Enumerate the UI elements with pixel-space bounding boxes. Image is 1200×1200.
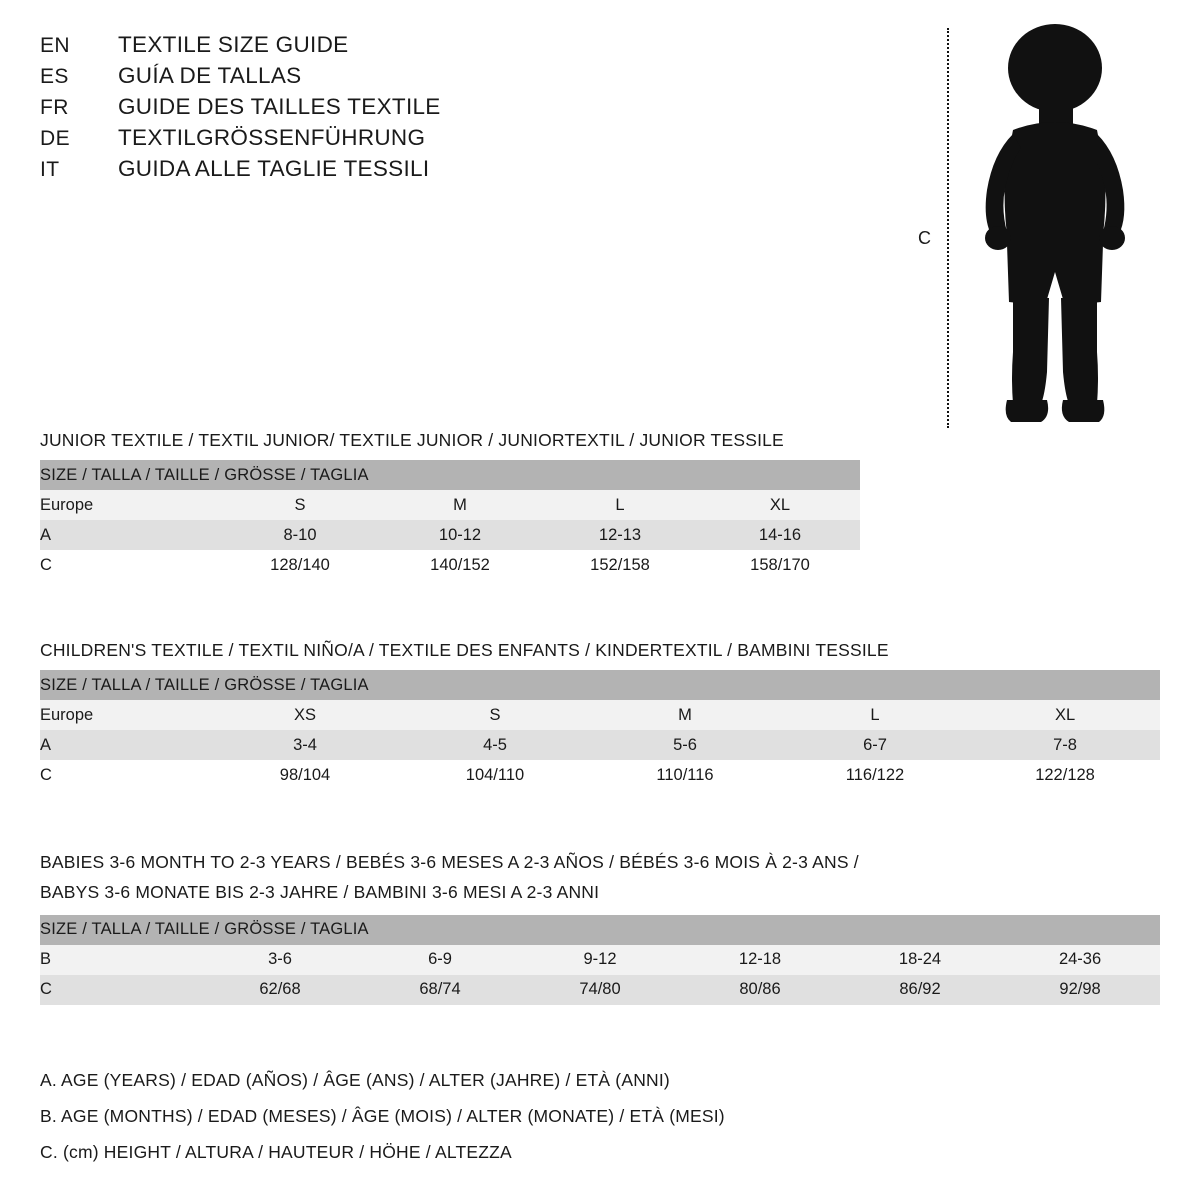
cell-value: 68/74	[360, 975, 520, 1005]
cell-value: 92/98	[1000, 975, 1160, 1005]
header-row	[40, 32, 660, 58]
cell-value: 6-7	[780, 730, 970, 760]
section-title-babies-line2: BABYS 3-6 MONATE BIS 2-3 JAHRE / BAMBINI 3-6 MESI A 2-3 ANNI	[40, 882, 600, 903]
language-code-fr: FR	[40, 96, 69, 119]
cell-value: 116/122	[780, 760, 970, 790]
row-label: C	[40, 975, 200, 1005]
header-title-es: GUÍA DE TALLAS	[118, 63, 302, 88]
cell-value: 24-36	[1000, 945, 1160, 975]
cell-value: 8-10	[220, 520, 380, 550]
cell-value: 74/80	[520, 975, 680, 1005]
cell-value: S	[400, 700, 590, 730]
legend-line-b: B. AGE (MONTHS) / EDAD (MESES) / ÂGE (MOIS) / ALTER (MONATE) / ETÀ (MESI)	[40, 1106, 725, 1126]
table-row	[40, 730, 1160, 760]
cell-value: 6-9	[360, 945, 520, 975]
size-table-babies	[40, 915, 1160, 1005]
cell-value: M	[380, 490, 540, 520]
height-measure-figure	[900, 10, 1160, 430]
cell-value: 4-5	[400, 730, 590, 760]
language-code-de: DE	[40, 127, 70, 150]
table-header-label: SIZE / TALLA / TAILLE / GRÖSSE / TAGLIA	[40, 670, 1160, 700]
cell-value: 110/116	[590, 760, 780, 790]
cell-value: 152/158	[540, 550, 700, 580]
cell-value: L	[780, 700, 970, 730]
table-row	[40, 760, 1160, 790]
row-label: A	[40, 520, 220, 550]
table-header-row	[40, 915, 1160, 945]
cell-value: 122/128	[970, 760, 1160, 790]
size-table-junior	[40, 460, 860, 580]
table-row	[40, 550, 860, 580]
cell-value: S	[220, 490, 380, 520]
table-row	[40, 975, 1160, 1005]
cell-value: M	[590, 700, 780, 730]
section-children	[40, 640, 1160, 790]
table-row	[40, 700, 1160, 730]
row-label: Europe	[40, 490, 220, 520]
legend-line-c: C. (cm) HEIGHT / ALTURA / HAUTEUR / HÖHE / ALTEZZA	[40, 1142, 512, 1162]
table-row	[40, 490, 860, 520]
cell-value: 3-6	[200, 945, 360, 975]
table-header-label: SIZE / TALLA / TAILLE / GRÖSSE / TAGLIA	[40, 915, 1160, 945]
header-row	[40, 156, 660, 182]
header-title-en: TEXTILE SIZE GUIDE	[118, 32, 349, 57]
cell-value: XL	[970, 700, 1160, 730]
section-junior	[40, 430, 1160, 580]
table-header-row	[40, 670, 1160, 700]
language-code-en: EN	[40, 34, 70, 57]
cell-value: 7-8	[970, 730, 1160, 760]
row-label: Europe	[40, 700, 210, 730]
header-title-de: TEXTILGRÖSSENFÜHRUNG	[118, 125, 426, 150]
row-label: C	[40, 760, 210, 790]
cell-value: 9-12	[520, 945, 680, 975]
toddler-silhouette-icon	[955, 22, 1155, 432]
cell-value: 5-6	[590, 730, 780, 760]
cell-value: 158/170	[700, 550, 860, 580]
header-row	[40, 125, 660, 151]
language-code-it: IT	[40, 158, 60, 181]
row-label: C	[40, 550, 220, 580]
cell-value: XL	[700, 490, 860, 520]
table-header-label: SIZE / TALLA / TAILLE / GRÖSSE / TAGLIA	[40, 460, 860, 490]
header-title-it: GUIDA ALLE TAGLIE TESSILI	[118, 156, 430, 181]
size-table-children	[40, 670, 1160, 790]
cell-value: 18-24	[840, 945, 1000, 975]
cell-value: 3-4	[210, 730, 400, 760]
header-row	[40, 94, 660, 120]
cell-value: 62/68	[200, 975, 360, 1005]
header-title-fr: GUIDE DES TAILLES TEXTILE	[118, 94, 441, 119]
measure-label-c: C	[918, 228, 931, 248]
cell-value: 80/86	[680, 975, 840, 1005]
row-label: B	[40, 945, 200, 975]
cell-value: 104/110	[400, 760, 590, 790]
table-row	[40, 520, 860, 550]
section-title-junior: JUNIOR TEXTILE / TEXTIL JUNIOR/ TEXTILE JUNIOR / JUNIORTEXTIL / JUNIOR TESSILE	[40, 430, 784, 450]
cell-value: 10-12	[380, 520, 540, 550]
cell-value: XS	[210, 700, 400, 730]
cell-value: L	[540, 490, 700, 520]
cell-value: 86/92	[840, 975, 1000, 1005]
legend-line-a: A. AGE (YEARS) / EDAD (AÑOS) / ÂGE (ANS) / ALTER (JAHRE) / ETÀ (ANNI)	[40, 1070, 670, 1090]
cell-value: 98/104	[210, 760, 400, 790]
size-guide-header	[40, 32, 660, 187]
cell-value: 12-18	[680, 945, 840, 975]
table-row	[40, 945, 1160, 975]
section-title-babies-line1: BABIES 3-6 MONTH TO 2-3 YEARS / BEBÉS 3-6 MESES A 2-3 AÑOS / BÉBÉS 3-6 MOIS À 2-3 ANS /	[40, 852, 859, 872]
cell-value: 140/152	[380, 550, 540, 580]
section-title-children: CHILDREN'S TEXTILE / TEXTIL NIÑO/A / TEXTILE DES ENFANTS / KINDERTEXTIL / BAMBINI TESSILE	[40, 640, 889, 660]
row-label: A	[40, 730, 210, 760]
section-babies	[40, 850, 1160, 1005]
table-header-row	[40, 460, 860, 490]
language-code-es: ES	[40, 65, 69, 88]
measure-dotted-line	[947, 28, 949, 428]
legend	[40, 1070, 1140, 1178]
cell-value: 128/140	[220, 550, 380, 580]
header-row	[40, 63, 660, 89]
cell-value: 14-16	[700, 520, 860, 550]
cell-value: 12-13	[540, 520, 700, 550]
